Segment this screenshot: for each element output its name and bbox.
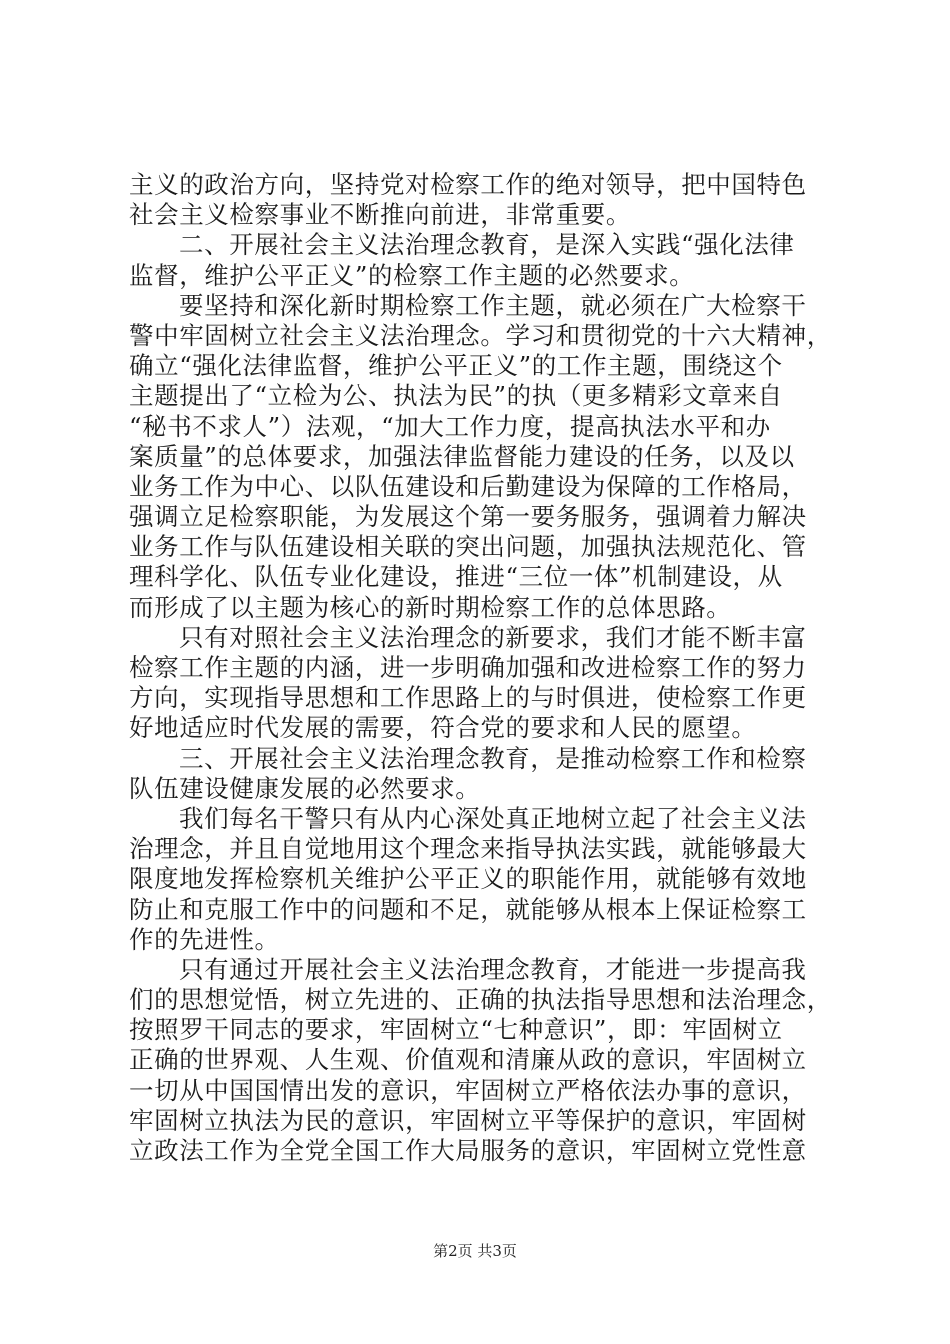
text-line: 业务工作与队伍建设相关联的突出问题，加强执法规范化、管 <box>129 532 807 562</box>
text-line: 作的先进性。 <box>129 924 280 954</box>
section-heading-2: 二、开展社会主义法治理念教育，是深入实践“强化法律 <box>179 230 795 260</box>
text-line: 一切从中国国情出发的意识，牢固树立严格依法办事的意识， <box>129 1075 807 1105</box>
section-heading-2-cont: 监督，维护公平正义”的检察工作主题的必然要求。 <box>129 260 695 290</box>
text-line: 们的思想觉悟，树立先进的、正确的执法指导思想和法治理念， <box>129 985 832 1015</box>
paragraph-start: 只有通过开展社会主义法治理念教育，才能进一步提高我 <box>179 954 807 984</box>
paragraph-start: 要坚持和深化新时期检察工作主题，就必须在广大检察干 <box>179 290 807 320</box>
text-line: 主义的政治方向，坚持党对检察工作的绝对领导，把中国特色 <box>129 170 807 199</box>
page-number-footer: 第2页 共3页 <box>433 1242 517 1260</box>
text-line: 立政法工作为全党全国工作大局服务的意识，牢固树立党性意 <box>129 1136 807 1165</box>
section-heading-3-cont: 队伍建设健康发展的必然要求。 <box>129 773 481 803</box>
text-line: 业务工作为中心、以队伍建设和后勤建设为保障的工作格局， <box>129 471 807 501</box>
text-line: 案质量”的总体要求，加强法律监督能力建设的任务，以及以 <box>129 441 795 471</box>
text-line: 好地适应时代发展的需要，符合党的要求和人民的愿望。 <box>129 713 757 743</box>
paragraph-start: 只有对照社会主义法治理念的新要求，我们才能不断丰富 <box>179 622 807 652</box>
document-body <box>129 170 832 1166</box>
text-line: 理科学化、队伍专业化建设，推进“三位一体”机制建设，从 <box>129 562 783 592</box>
text-line: “秘书不求人”）法观，“加大工作力度，提高执法水平和办 <box>129 411 771 441</box>
text-line: 按照罗干同志的要求，牢固树立“七种意识”，即：牢固树立 <box>129 1015 783 1045</box>
text-line: 方向，实现指导思想和工作思路上的与时俱进，使检察工作更 <box>129 683 807 713</box>
text-line: 正确的世界观、人生观、价值观和清廉从政的意识，牢固树立 <box>129 1045 807 1075</box>
text-line: 检察工作主题的内涵，进一步明确加强和改进检察工作的努力 <box>129 653 807 682</box>
text-line: 防止和克服工作中的问题和不足，就能够从根本上保证检察工 <box>129 894 807 924</box>
text-line: 而形成了以主题为核心的新时期检察工作的总体思路。 <box>129 592 732 622</box>
text-line: 牢固树立执法为民的意识，牢固树立平等保护的意识，牢固树 <box>129 1105 807 1135</box>
text-line: 确立“强化法律监督，维护公平正义”的工作主题，围绕这个 <box>129 351 783 381</box>
text-line: 限度地发挥检察机关维护公平正义的职能作用，就能够有效地 <box>129 864 807 894</box>
text-line: 社会主义检察事业不断推向前进，非常重要。 <box>129 200 631 230</box>
text-line: 主题提出了“立检为公、执法为民”的执（更多精彩文章来自 <box>129 381 783 411</box>
text-line: 强调立足检察职能，为发展这个第一要务服务，强调着力解决 <box>129 502 807 532</box>
text-line: 警中牢固树立社会主义法治理念。学习和贯彻党的十六大精神， <box>129 320 832 350</box>
text-line: 治理念，并且自觉地用这个理念来指导执法实践，就能够最大 <box>129 834 807 864</box>
section-heading-3: 三、开展社会主义法治理念教育，是推动检察工作和检察 <box>179 743 807 773</box>
paragraph-start: 我们每名干警只有从内心深处真正地树立起了社会主义法 <box>179 803 807 833</box>
